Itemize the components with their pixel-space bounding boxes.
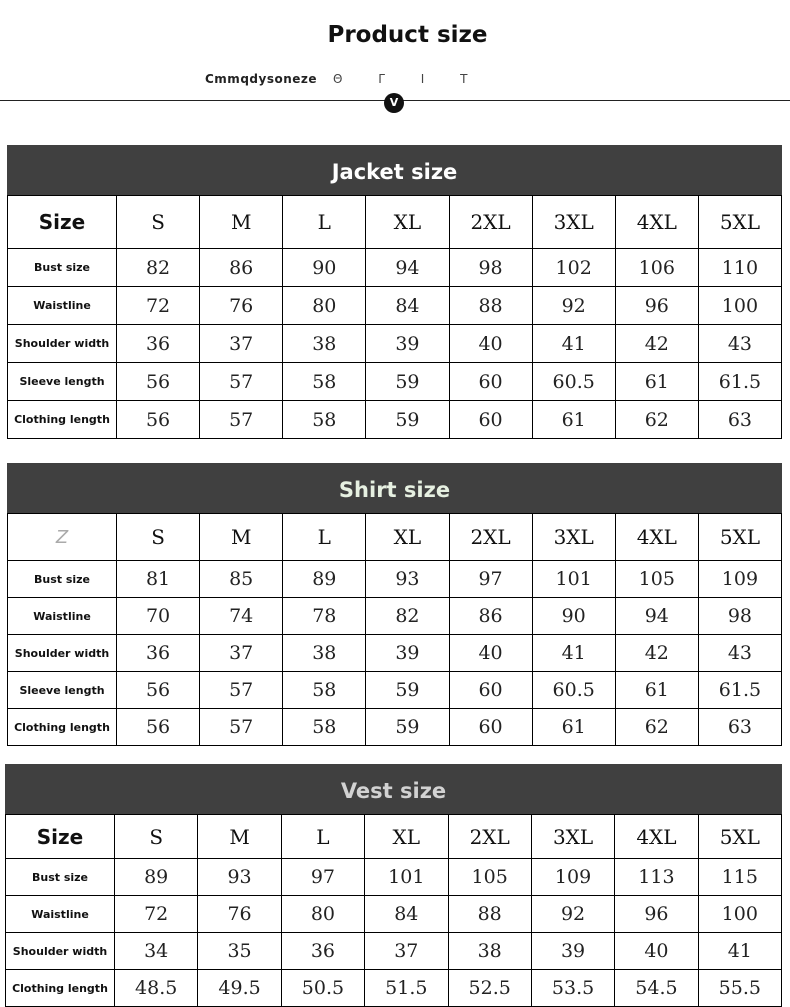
measure-cell: 102 xyxy=(532,249,615,287)
row-label: Waistline xyxy=(8,287,117,325)
table-row-waistline xyxy=(8,598,782,635)
measure-cell: 63 xyxy=(698,401,781,439)
measure-cell: 57 xyxy=(200,401,283,439)
measure-cell: 88 xyxy=(449,287,532,325)
measure-cell: 41 xyxy=(532,635,615,672)
size-col-5xl: 5XL xyxy=(698,196,781,249)
measure-cell: 61 xyxy=(532,401,615,439)
measure-cell: 89 xyxy=(115,859,198,896)
measure-cell: 49.5 xyxy=(198,970,281,1007)
measure-cell: 89 xyxy=(283,561,366,598)
measure-cell: 113 xyxy=(615,859,698,896)
measure-cell: 92 xyxy=(531,896,614,933)
measure-cell: 109 xyxy=(531,859,614,896)
subtitle xyxy=(205,72,483,86)
measure-cell: 86 xyxy=(200,249,283,287)
measure-cell: 60 xyxy=(449,709,532,746)
measure-cell: 59 xyxy=(366,401,449,439)
size-col-3xl: 3XL xyxy=(532,196,615,249)
measure-cell: 56 xyxy=(117,709,200,746)
measure-cell: 80 xyxy=(281,896,364,933)
measure-cell: 38 xyxy=(283,325,366,363)
measure-cell: 36 xyxy=(281,933,364,970)
measure-cell: 80 xyxy=(283,287,366,325)
row-label: Bust size xyxy=(8,249,117,287)
measure-cell: 86 xyxy=(449,598,532,635)
measure-cell: 85 xyxy=(200,561,283,598)
measure-cell: 76 xyxy=(198,896,281,933)
size-header-row xyxy=(8,514,782,561)
size-col-m: M xyxy=(200,514,283,561)
measure-cell: 41 xyxy=(532,325,615,363)
measure-cell: 78 xyxy=(283,598,366,635)
measure-cell: 96 xyxy=(615,896,698,933)
measure-cell: 61.5 xyxy=(698,363,781,401)
row-label: Shoulder width xyxy=(8,635,117,672)
measure-cell: 57 xyxy=(200,672,283,709)
measure-cell: 56 xyxy=(117,363,200,401)
measure-cell: 110 xyxy=(698,249,781,287)
jacket-size-section xyxy=(7,145,782,439)
row-label: Sleeve length xyxy=(8,672,117,709)
size-corner-label: Z xyxy=(8,514,117,561)
measure-cell: 60.5 xyxy=(532,363,615,401)
measure-cell: 34 xyxy=(115,933,198,970)
measure-cell: 97 xyxy=(281,859,364,896)
measure-cell: 37 xyxy=(365,933,448,970)
shirt-size-section xyxy=(7,463,782,746)
measure-cell: 42 xyxy=(615,325,698,363)
measure-cell: 72 xyxy=(117,287,200,325)
measure-cell: 61 xyxy=(532,709,615,746)
jacket-size-table xyxy=(7,195,782,439)
size-col-4xl: 4XL xyxy=(615,196,698,249)
measure-cell: 82 xyxy=(366,598,449,635)
measure-cell: 100 xyxy=(698,896,781,933)
measure-cell: 58 xyxy=(283,709,366,746)
measure-cell: 40 xyxy=(615,933,698,970)
table-row-shoulder-width xyxy=(8,635,782,672)
row-label: Waistline xyxy=(6,896,115,933)
table-row-shoulder-width xyxy=(6,933,782,970)
measure-cell: 105 xyxy=(615,561,698,598)
measure-cell: 39 xyxy=(366,635,449,672)
measure-cell: 43 xyxy=(698,635,781,672)
measure-cell: 59 xyxy=(366,672,449,709)
table-row-clothing-length xyxy=(8,401,782,439)
measure-cell: 58 xyxy=(283,401,366,439)
measure-cell: 81 xyxy=(117,561,200,598)
measure-cell: 37 xyxy=(200,635,283,672)
measure-cell: 101 xyxy=(532,561,615,598)
size-col-5xl: 5XL xyxy=(698,514,781,561)
row-label: Bust size xyxy=(8,561,117,598)
measure-cell: 70 xyxy=(117,598,200,635)
measure-cell: 57 xyxy=(200,709,283,746)
row-label: Clothing length xyxy=(6,970,115,1007)
measure-cell: 109 xyxy=(698,561,781,598)
table-row-clothing-length xyxy=(6,970,782,1007)
measure-cell: 74 xyxy=(200,598,283,635)
measure-cell: 94 xyxy=(366,249,449,287)
measure-cell: 38 xyxy=(448,933,531,970)
size-col-2xl: 2XL xyxy=(449,514,532,561)
measure-cell: 93 xyxy=(366,561,449,598)
measure-cell: 61 xyxy=(615,363,698,401)
measure-cell: 61.5 xyxy=(698,672,781,709)
size-col-5xl: 5XL xyxy=(698,815,781,859)
measure-cell: 101 xyxy=(365,859,448,896)
size-col-2xl: 2XL xyxy=(449,196,532,249)
measure-cell: 50.5 xyxy=(281,970,364,1007)
vest-size-table xyxy=(5,814,782,1007)
table-row-bust-size xyxy=(8,249,782,287)
measure-cell: 88 xyxy=(448,896,531,933)
subtitle-glyphs: Θ Γ I T xyxy=(333,72,484,86)
size-col-xl: XL xyxy=(366,514,449,561)
measure-cell: 96 xyxy=(615,287,698,325)
measure-cell: 98 xyxy=(449,249,532,287)
measure-cell: 93 xyxy=(198,859,281,896)
measure-cell: 58 xyxy=(283,363,366,401)
size-col-3xl: 3XL xyxy=(532,514,615,561)
size-col-l: L xyxy=(283,514,366,561)
measure-cell: 59 xyxy=(366,709,449,746)
measure-cell: 43 xyxy=(698,325,781,363)
measure-cell: 60 xyxy=(449,401,532,439)
measure-cell: 53.5 xyxy=(531,970,614,1007)
measure-cell: 57 xyxy=(200,363,283,401)
size-col-m: M xyxy=(200,196,283,249)
measure-cell: 60.5 xyxy=(532,672,615,709)
measure-cell: 84 xyxy=(366,287,449,325)
size-col-l: L xyxy=(283,196,366,249)
v-marker-icon: V xyxy=(384,93,404,113)
measure-cell: 56 xyxy=(117,401,200,439)
vest-size-section xyxy=(5,764,782,1007)
size-col-2xl: 2XL xyxy=(448,815,531,859)
page-title: Product size xyxy=(327,22,488,48)
measure-cell: 82 xyxy=(117,249,200,287)
measure-cell: 76 xyxy=(200,287,283,325)
measure-cell: 84 xyxy=(365,896,448,933)
measure-cell: 63 xyxy=(698,709,781,746)
size-col-s: S xyxy=(117,196,200,249)
table-row-clothing-length xyxy=(8,709,782,746)
measure-cell: 42 xyxy=(615,635,698,672)
size-col-s: S xyxy=(115,815,198,859)
size-col-l: L xyxy=(281,815,364,859)
measure-cell: 115 xyxy=(698,859,781,896)
measure-cell: 36 xyxy=(117,325,200,363)
table-row-shoulder-width xyxy=(8,325,782,363)
measure-cell: 56 xyxy=(117,672,200,709)
measure-cell: 35 xyxy=(198,933,281,970)
size-header-row xyxy=(6,815,782,859)
table-row-sleeve-length xyxy=(8,672,782,709)
measure-cell: 39 xyxy=(531,933,614,970)
measure-cell: 58 xyxy=(283,672,366,709)
measure-cell: 60 xyxy=(449,363,532,401)
table-row-bust-size xyxy=(8,561,782,598)
size-col-xl: XL xyxy=(365,815,448,859)
measure-cell: 90 xyxy=(283,249,366,287)
measure-cell: 54.5 xyxy=(615,970,698,1007)
shirt-size-table xyxy=(7,513,782,746)
measure-cell: 92 xyxy=(532,287,615,325)
row-label: Shoulder width xyxy=(8,325,117,363)
measure-cell: 51.5 xyxy=(365,970,448,1007)
row-label: Clothing length xyxy=(8,709,117,746)
size-col-m: M xyxy=(198,815,281,859)
measure-cell: 52.5 xyxy=(448,970,531,1007)
subtitle-text: Cmmqdysoneze xyxy=(205,72,318,86)
measure-cell: 40 xyxy=(449,325,532,363)
table-row-waistline xyxy=(8,287,782,325)
shirt-size-title: Shirt size xyxy=(7,463,782,513)
size-corner-label: Size xyxy=(6,815,115,859)
row-label: Shoulder width xyxy=(6,933,115,970)
table-row-waistline xyxy=(6,896,782,933)
measure-cell: 98 xyxy=(698,598,781,635)
size-col-3xl: 3XL xyxy=(531,815,614,859)
measure-cell: 55.5 xyxy=(698,970,781,1007)
table-row-bust-size xyxy=(6,859,782,896)
jacket-size-title: Jacket size xyxy=(7,145,782,195)
size-header-row xyxy=(8,196,782,249)
measure-cell: 106 xyxy=(615,249,698,287)
measure-cell: 38 xyxy=(283,635,366,672)
measure-cell: 36 xyxy=(117,635,200,672)
measure-cell: 39 xyxy=(366,325,449,363)
measure-cell: 41 xyxy=(698,933,781,970)
measure-cell: 61 xyxy=(615,672,698,709)
size-col-s: S xyxy=(117,514,200,561)
measure-cell: 62 xyxy=(615,401,698,439)
measure-cell: 37 xyxy=(200,325,283,363)
measure-cell: 97 xyxy=(449,561,532,598)
measure-cell: 59 xyxy=(366,363,449,401)
measure-cell: 90 xyxy=(532,598,615,635)
measure-cell: 94 xyxy=(615,598,698,635)
measure-cell: 105 xyxy=(448,859,531,896)
size-col-4xl: 4XL xyxy=(615,815,698,859)
row-label: Bust size xyxy=(6,859,115,896)
measure-cell: 48.5 xyxy=(115,970,198,1007)
measure-cell: 62 xyxy=(615,709,698,746)
size-col-xl: XL xyxy=(366,196,449,249)
vest-size-title: Vest size xyxy=(5,764,782,814)
size-col-4xl: 4XL xyxy=(615,514,698,561)
row-label: Clothing length xyxy=(8,401,117,439)
measure-cell: 72 xyxy=(115,896,198,933)
row-label: Waistline xyxy=(8,598,117,635)
table-row-sleeve-length xyxy=(8,363,782,401)
row-label: Sleeve length xyxy=(8,363,117,401)
measure-cell: 40 xyxy=(449,635,532,672)
measure-cell: 60 xyxy=(449,672,532,709)
size-corner-label: Size xyxy=(8,196,117,249)
measure-cell: 100 xyxy=(698,287,781,325)
